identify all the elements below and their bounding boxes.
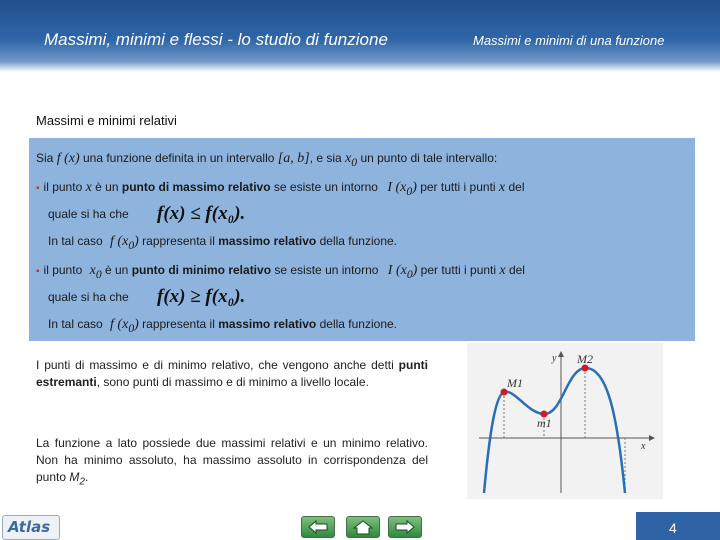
max-bold: punto di massimo relativo (121, 180, 271, 194)
max-l3-mid: rappresenta il (142, 234, 215, 248)
max-l3-bold: massimo relativo (218, 234, 317, 248)
intro-text-mid2: , e sia (309, 151, 342, 165)
paragraph-extremes (36, 357, 428, 391)
min-formula: f(x) ≥ f(x₀). (157, 286, 246, 307)
min-l3-pre: In tal caso (48, 317, 103, 331)
intro-fx: f (x) (56, 151, 80, 166)
slide-subtitle: Massimi e minimi di una funzione (473, 33, 665, 48)
arrow-right-icon (394, 519, 416, 535)
para1-pre: I punti di massimo e di minimo relativo, che vengono anche detti (36, 358, 394, 372)
max-x: x (85, 180, 92, 195)
header-bar (0, 0, 720, 72)
intro-text: Sia (36, 151, 54, 165)
para1-bold: punti estremanti (36, 358, 428, 389)
min-post: se esiste un intorno (274, 263, 379, 277)
para2-point: $M_2$ (69, 470, 85, 488)
home-icon (352, 519, 374, 535)
min-l3-end: della funzione. (319, 317, 397, 331)
bullet-icon: ▪ (36, 183, 40, 194)
max-l3-pre: In tal caso (48, 234, 103, 248)
home-button[interactable] (346, 516, 380, 538)
min-l3-bold: massimo relativo (218, 317, 317, 331)
min-mid: è un (104, 263, 129, 277)
max-tail-end: del (508, 180, 525, 194)
max-tail: per tutti i punti (420, 180, 496, 194)
max-interval: I $(x_0)$ (387, 180, 417, 198)
max-formula: f(x) ≤ f(x₀). (157, 203, 246, 224)
y-axis-arrow (558, 351, 564, 357)
para2-end: . (84, 470, 89, 484)
label-M1: M1 (507, 376, 523, 390)
presentation-title: Massimi, minimi e flessi - lo studio di funzione (44, 30, 388, 49)
function-curve (484, 368, 625, 493)
para2-text: La funzione a lato possiede due massimi relativi e un minimo relativo. Non ha minimo assoluto, ha massimo assoluto in corrispondenza del punto (36, 436, 428, 484)
paragraph-function-description (36, 435, 428, 490)
min-l3-mid: rappresenta il (142, 317, 215, 331)
logo-text: Atlas (8, 518, 51, 536)
max-mid: è un (95, 180, 119, 194)
min-tail: per tutti i punti (420, 263, 497, 277)
max-l3-end: della funzione. (319, 234, 397, 248)
min-line3 (48, 317, 397, 335)
min-x: $x_0$ (89, 263, 102, 281)
bullet-icon: ▪ (36, 266, 40, 277)
section-title: Massimi e minimi relativi (36, 113, 177, 128)
max-l3-f: f $(x_0)$ (110, 234, 139, 252)
atlas-logo (2, 515, 60, 540)
min-tail-end: del (508, 263, 525, 277)
min-interval: I $(x_0)$ (387, 263, 418, 281)
intro-x0: $x_0$ (345, 151, 358, 169)
label-y: y (552, 353, 557, 364)
intro-text-mid: una funzione definita in un intervallo (82, 151, 275, 165)
intro-interval: [a, b] (277, 151, 310, 166)
arrow-left-icon (307, 519, 329, 535)
max-line3 (48, 234, 397, 252)
min-bold: punto di minimo relativo (131, 263, 272, 277)
label-x: x (641, 441, 646, 452)
max-pre: il punto (43, 180, 83, 194)
prev-button[interactable] (301, 516, 335, 538)
min-l3-f: f $(x_0)$ (110, 317, 139, 335)
max-line2: quale si ha che (48, 207, 129, 221)
page-number: 4 (669, 520, 677, 536)
min-pre: il punto (43, 263, 83, 277)
max-definition-line1 (36, 180, 525, 198)
min-tail-x: x (499, 263, 506, 278)
max-tail-x: x (498, 180, 506, 195)
min-definition-line1 (36, 263, 525, 281)
intro-text-post: un punto di tale intervallo: (360, 151, 498, 165)
page-indicator (636, 512, 720, 540)
function-graph-svg (467, 343, 663, 499)
para1-post: , sono punti di massimo e di minimo a livello locale. (96, 375, 369, 389)
definition-intro (36, 151, 497, 169)
label-M2: M2 (577, 352, 593, 366)
min-line2: quale si ha che (48, 290, 129, 304)
function-graph (467, 343, 663, 499)
next-button[interactable] (388, 516, 422, 538)
max-post: se esiste un intorno (273, 180, 378, 194)
x-axis-arrow (649, 435, 655, 441)
label-m1: m1 (537, 416, 552, 430)
